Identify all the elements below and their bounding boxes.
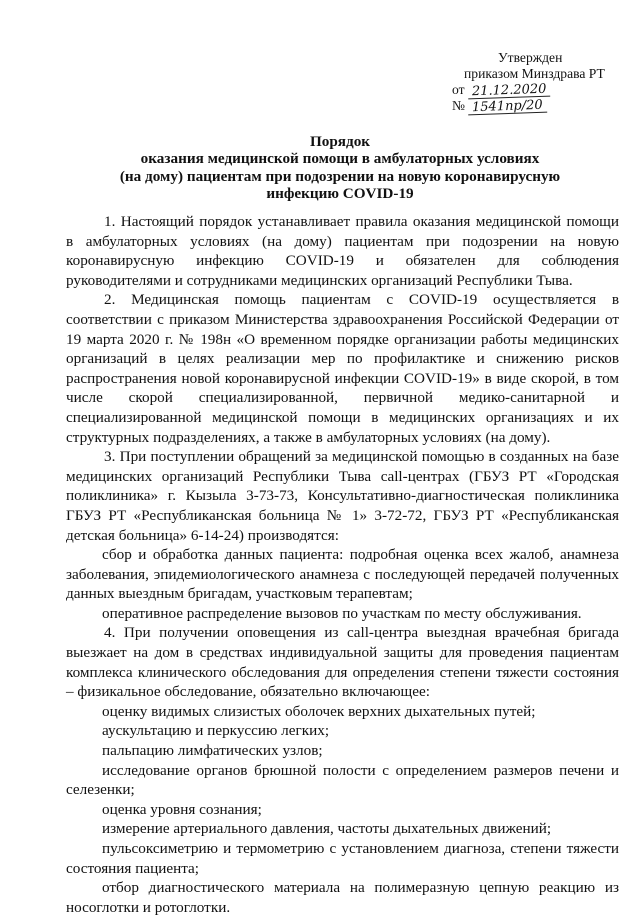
approval-number: 1541пр/20 [468, 99, 547, 116]
paragraph-3: 3. При поступлении обращений за медицинской помощью в созданных на базе медицинских организаций Республики Тыва call-центрах (ГБУЗ РТ «Городская поликлиника» г. Кызыла 3-73-73, Консультативно-диагностическая поликлиника ГБУЗ РТ «Республиканская больница № 1» 3-72-72, ГБУЗ РТ «Республиканская детская больница» 6-14-24) производятся: [66, 448, 619, 544]
approval-stamp [452, 50, 612, 114]
approval-date: 21.12.2020 [467, 83, 550, 100]
approval-order-line: приказом Минздрава РТ [464, 66, 605, 81]
list-item: отбор диагностического материала на полимеразную цепную реакцию из носоглотки и ротоглотки. [66, 879, 619, 916]
list-item: оперативное распределение вызовов по участкам по месту обслуживания. [102, 604, 582, 622]
title-line: инфекцию COVID-19 [266, 185, 414, 203]
paragraph-4: 4. При получении оповещения из call-центра выездная врачебная бригада выезжает на дом в средствах индивидуальной защиты для проведения пациентам комплекса клинического обследования для определения степени тяжести состояния – физикальное обследование, обязательно включающее: [66, 624, 619, 701]
paragraph-2: 2. Медицинская помощь пациентам с COVID-19 осуществляется в соответствии с приказом Министерства здравоохранения Российской Федерации от 19 марта 2020 г. № 198н «О временном порядке организации работы медицинских организаций в целях реализации мер по профилактике и снижению рисков распространения новой коронавирусной инфекции COVID-19» в виде скорой, в том числе скорой специализированной, первичной медико-санитарной и специализированной медицинской помощи в медицинских организациях и их структурных подразделениях, а также в амбулаторных условиях (на дому). [66, 291, 619, 446]
list-item: оценку видимых слизистых оболочек верхних дыхательных путей; [102, 702, 536, 720]
list-item: измерение артериального давления, частоты дыхательных движений; [102, 820, 552, 838]
approval-line: Утвержден [498, 50, 563, 65]
document-body [66, 212, 619, 917]
title-line: оказания медицинской помощи в амбулаторных условиях [140, 150, 540, 168]
list-item: оценка уровня сознания; [102, 800, 262, 818]
paragraph-1: 1. Настоящий порядок устанавливает правила оказания медицинской помощи в амбулаторных условиях (на дому) пациентам при подозрении на новую коронавирусную инфекцию COVID-19 и обязателен для соблюдения руководителями и сотрудниками медицинских организаций Республики Тыва. [66, 213, 619, 289]
list-item: сбор и обработка данных пациента: подробная оценка всех жалоб, анамнеза заболевания, эпидемиологического анамнеза с последующей передачей полученных данных выездным бригадам, участковым терапевтам; [66, 546, 619, 603]
list-item: пульсоксиметрию и термометрию с установлением диагноза, степени тяжести состояния пациента; [66, 840, 619, 877]
title-line: (на дому) пациентам при подозрении на новую коронавирусную [119, 167, 561, 185]
number-prefix: № [452, 98, 465, 113]
list-item: аускультацию и перкуссию легких; [102, 722, 330, 740]
list-item: исследование органов брюшной полости с определением размеров печени и селезенки; [66, 761, 619, 799]
date-prefix: от [452, 82, 465, 97]
document-title [60, 133, 620, 203]
title-line: Порядок [309, 133, 371, 150]
list-item: пальпацию лимфатических узлов; [102, 742, 323, 760]
